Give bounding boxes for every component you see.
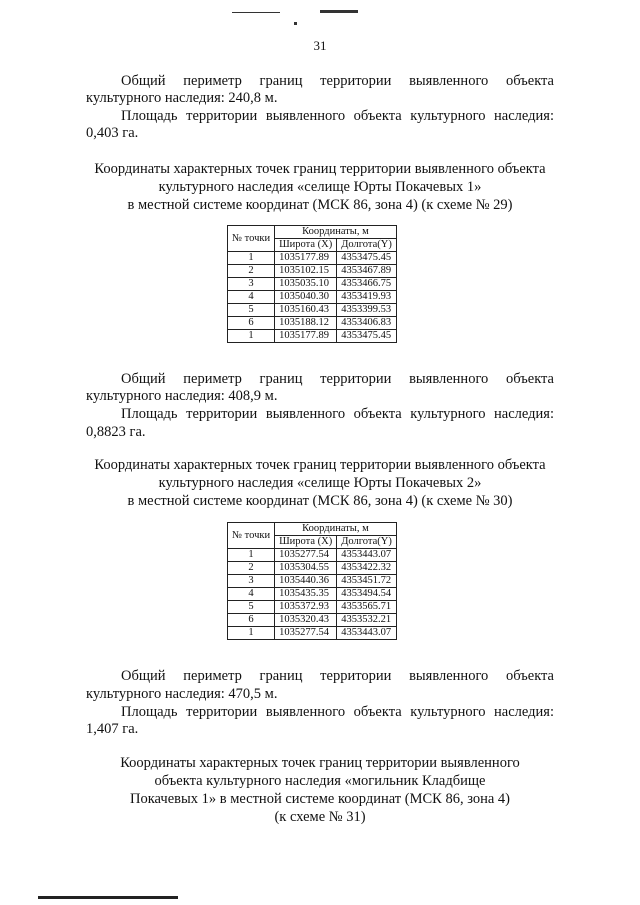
point-number: 4 [228, 588, 275, 601]
table-row [228, 588, 397, 601]
lat-value: 1035320.43 [275, 614, 337, 627]
heading-line: (к схеме № 31) [274, 809, 366, 825]
scan-artifact [294, 22, 297, 25]
lat-value: 1035160.43 [275, 304, 337, 317]
lat-value: 1035102.15 [275, 265, 337, 278]
point-number: 3 [228, 575, 275, 588]
table-row [228, 549, 397, 562]
point-number: 1 [228, 252, 275, 265]
section-heading [60, 456, 580, 510]
table-row [228, 627, 397, 640]
lon-value: 4353475.45 [337, 252, 397, 265]
table-row [228, 614, 397, 627]
lon-value: 4353451.72 [337, 575, 397, 588]
lat-value: 1035177.89 [275, 330, 337, 343]
perimeter-text-cont: культурного наследия: 408,9 м. [86, 388, 278, 404]
coordinates-table [227, 522, 397, 640]
point-number: 1 [228, 330, 275, 343]
section-heading [60, 160, 580, 214]
table-row [228, 317, 397, 330]
table-row [228, 304, 397, 317]
section-heading [60, 754, 580, 826]
area-text: Площадь территории выявленного объекта культурного наследия: [121, 108, 554, 124]
col-header-coords: Координаты, м [275, 226, 397, 239]
point-number: 1 [228, 549, 275, 562]
lon-value: 4353399.53 [337, 304, 397, 317]
table-row [228, 278, 397, 291]
table-row [228, 601, 397, 614]
col-header-point: № точки [228, 226, 275, 252]
heading-line: в местной системе координат (МСК 86, зона 4) (к схеме № 29) [127, 197, 513, 213]
point-number: 4 [228, 291, 275, 304]
lat-value: 1035040.30 [275, 291, 337, 304]
col-header-point: № точки [228, 523, 275, 549]
perimeter-text: Общий периметр границ территории выявленного объекта [121, 73, 554, 89]
lat-value: 1035035.10 [275, 278, 337, 291]
point-number: 6 [228, 614, 275, 627]
heading-line: Координаты характерных точек границ территории выявленного объекта [94, 457, 546, 473]
lon-value: 4353419.93 [337, 291, 397, 304]
scan-artifact [232, 12, 280, 13]
heading-line: Покачевых 1» в местной системе координат (МСК 86, зона 4) [130, 791, 510, 807]
point-number: 6 [228, 317, 275, 330]
perimeter-text-cont: культурного наследия: 470,5 м. [86, 686, 278, 702]
perimeter-text: Общий периметр границ территории выявленного объекта [121, 668, 554, 684]
lon-value: 4353443.07 [337, 627, 397, 640]
lon-value: 4353494.54 [337, 588, 397, 601]
lat-value: 1035372.93 [275, 601, 337, 614]
area-text-cont: 0,403 га. [86, 125, 139, 141]
table-row [228, 575, 397, 588]
lon-value: 4353467.89 [337, 265, 397, 278]
area-text: Площадь территории выявленного объекта культурного наследия: [121, 704, 554, 720]
lon-value: 4353532.21 [337, 614, 397, 627]
lon-value: 4353443.07 [337, 549, 397, 562]
col-header-lat: Широта (X) [275, 536, 337, 549]
page-number: 31 [313, 38, 327, 53]
point-number: 3 [228, 278, 275, 291]
point-number: 2 [228, 265, 275, 278]
point-number: 5 [228, 304, 275, 317]
lon-value: 4353466.75 [337, 278, 397, 291]
col-header-lat: Широта (X) [275, 239, 337, 252]
lon-value: 4353422.32 [337, 562, 397, 575]
heading-line: объекта культурного наследия «могильник Кладбище [154, 773, 486, 789]
perimeter-text: Общий периметр границ территории выявленного объекта [121, 371, 554, 387]
table-row [228, 252, 397, 265]
lat-value: 1035435.35 [275, 588, 337, 601]
point-number: 5 [228, 601, 275, 614]
col-header-lon: Долгота(Y) [337, 536, 397, 549]
coordinates-table [227, 225, 397, 343]
lat-value: 1035277.54 [275, 549, 337, 562]
lat-value: 1035188.12 [275, 317, 337, 330]
area-text-cont: 0,8823 га. [86, 424, 146, 440]
point-number: 1 [228, 627, 275, 640]
lon-value: 4353565.71 [337, 601, 397, 614]
perimeter-text-cont: культурного наследия: 240,8 м. [86, 90, 278, 106]
lat-value: 1035440.36 [275, 575, 337, 588]
lat-value: 1035304.55 [275, 562, 337, 575]
col-header-coords: Координаты, м [275, 523, 397, 536]
table-row [228, 291, 397, 304]
heading-line: культурного наследия «селище Юрты Покачевых 2» [158, 475, 482, 491]
heading-line: Координаты характерных точек границ территории выявленного объекта [94, 161, 546, 177]
table-row [228, 330, 397, 343]
lat-value: 1035277.54 [275, 627, 337, 640]
table-row [228, 562, 397, 575]
col-header-lon: Долгота(Y) [337, 239, 397, 252]
table-row [228, 265, 397, 278]
heading-line: культурного наследия «селище Юрты Покачевых 1» [158, 179, 482, 195]
scan-artifact [320, 10, 358, 13]
lon-value: 4353475.45 [337, 330, 397, 343]
heading-line: в местной системе координат (МСК 86, зона 4) (к схеме № 30) [127, 493, 513, 509]
lon-value: 4353406.83 [337, 317, 397, 330]
area-text-cont: 1,407 га. [86, 721, 139, 737]
lat-value: 1035177.89 [275, 252, 337, 265]
scan-edge-line [38, 896, 178, 899]
point-number: 2 [228, 562, 275, 575]
heading-line: Координаты характерных точек границ территории выявленного [120, 755, 520, 771]
area-text: Площадь территории выявленного объекта культурного наследия: [121, 406, 554, 422]
